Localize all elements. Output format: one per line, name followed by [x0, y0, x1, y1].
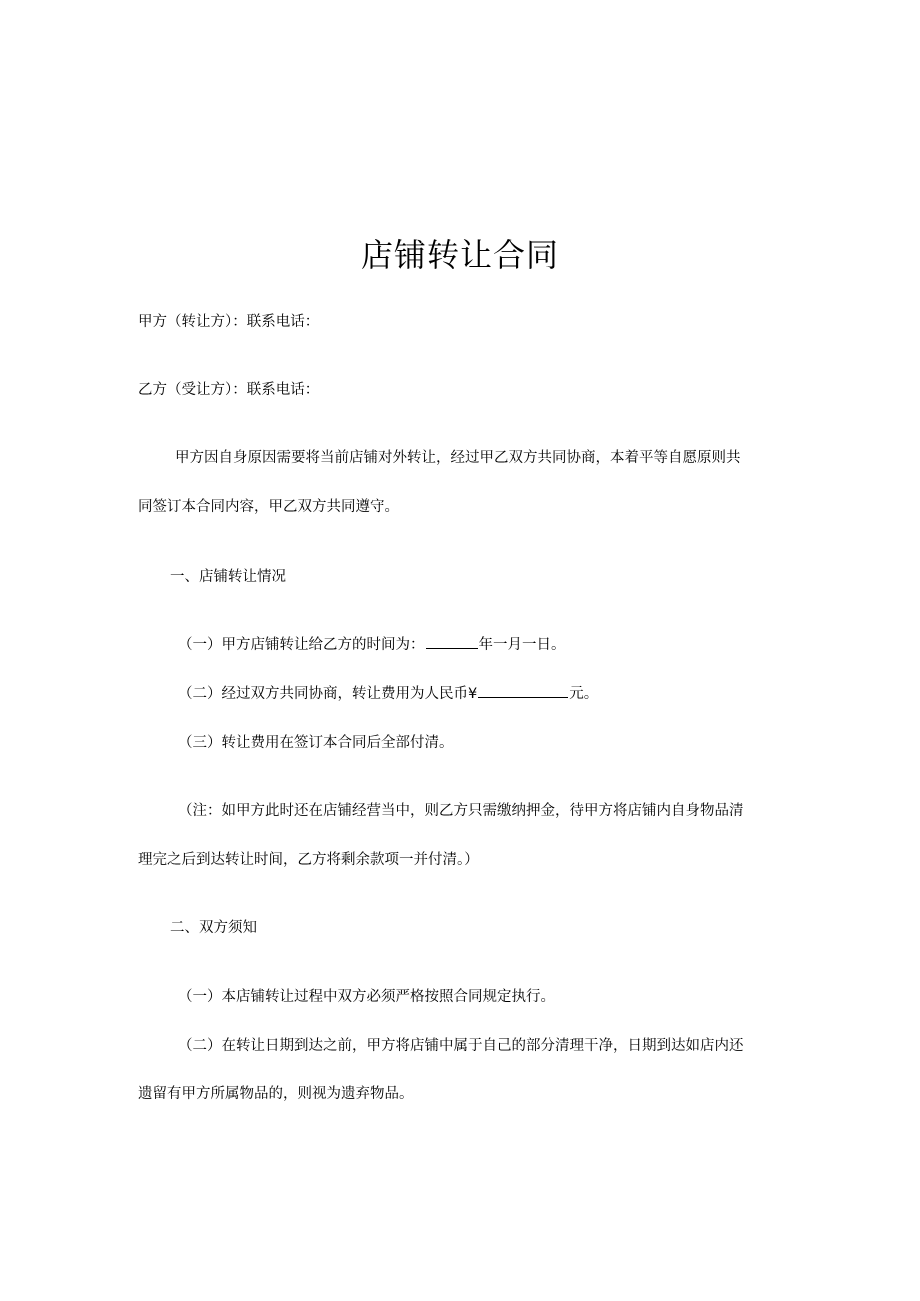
section-2-heading: 二、双方须知: [170, 920, 257, 936]
section-2-item-1: （一）本店铺转让过程中双方必须严格按照合同规定执行。: [178, 989, 555, 1005]
section-2-item-2-line-1: （二）在转让日期到达之前，甲方将店铺中属于自己的部分清理干净，日期到达如店内还: [178, 1038, 744, 1054]
note-line-1: （注：如甲方此时还在店铺经营当中，则乙方只需缴纳押金，待甲方将店铺内自身物品清: [178, 803, 744, 819]
amount-blank: [478, 683, 568, 698]
party-b-line: 乙方（受让方）：联系电话：: [138, 382, 320, 398]
section-1-item-3: （三）转让费用在签订本合同后全部付清。: [178, 735, 454, 751]
intro-paragraph-line-2: 同签订本合同内容，甲乙双方共同遵守。: [138, 499, 399, 515]
note-line-2: 理完之后到达转让时间，乙方将剩余款项一并付清。）: [138, 852, 479, 868]
party-a-line: 甲方（转让方）：联系电话：: [138, 314, 320, 330]
section-1-heading: 一、店铺转让情况: [170, 569, 286, 585]
section-1-item-1: [178, 634, 566, 656]
item-2-prefix: （二）经过双方共同协商，转让费用为人民币¥: [178, 686, 478, 702]
section-2-item-2-line-2: 遗留有甲方所属物品的，则视为遗弃物品。: [138, 1086, 414, 1102]
item-1-prefix: （一）甲方店铺转让给乙方的时间为：: [178, 637, 425, 653]
item-1-suffix: 年一月一日。: [478, 637, 566, 653]
intro-paragraph-line-1: 甲方因自身原因需要将当前店铺对外转让，经过甲乙双方共同协商，本着平等自愿原则共: [175, 450, 741, 466]
document-title: 店铺转让合同: [360, 236, 559, 274]
item-2-suffix: 元。: [569, 686, 599, 702]
date-blank: [426, 634, 478, 649]
section-1-item-2: [178, 683, 598, 705]
